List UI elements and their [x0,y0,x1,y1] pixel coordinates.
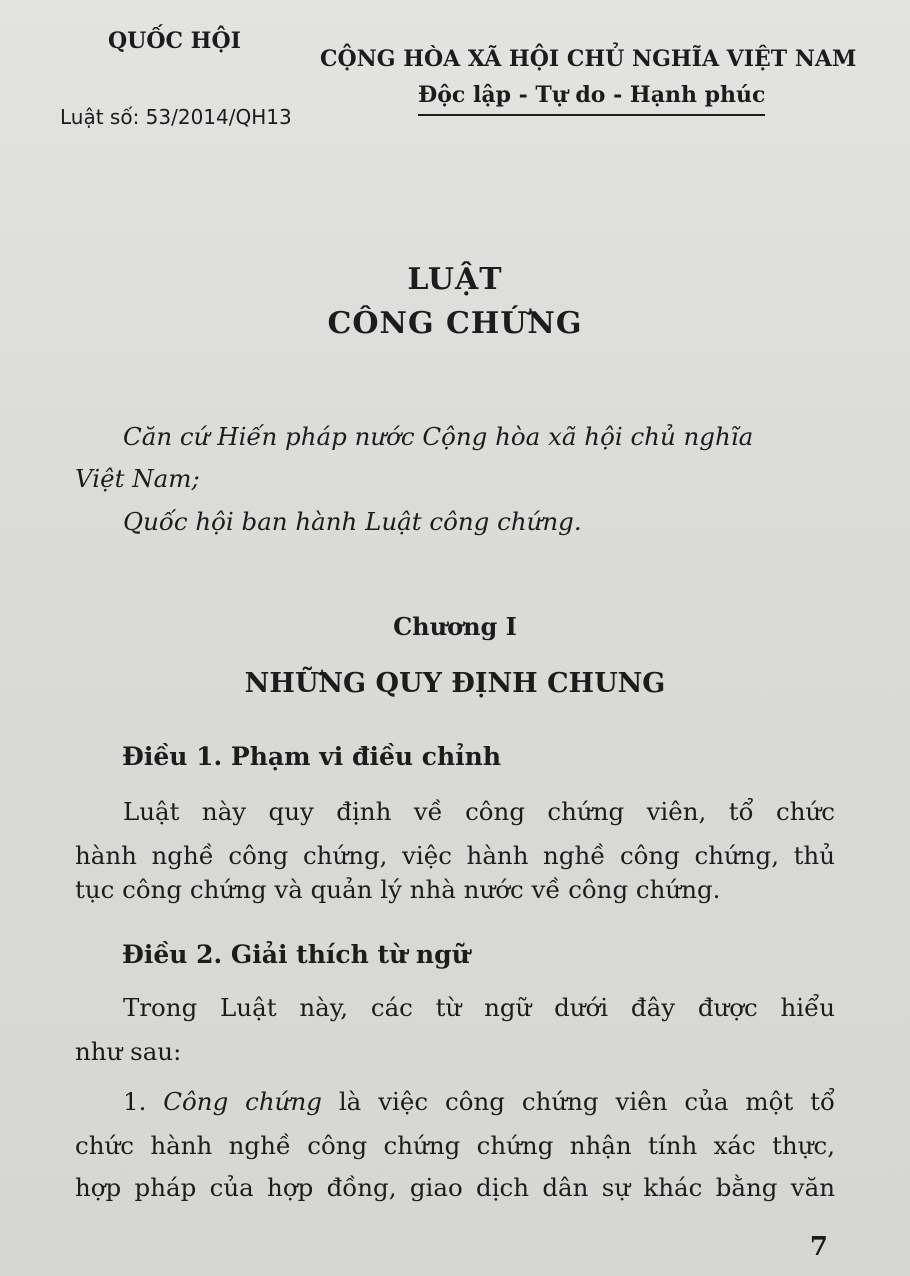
national-motto: Độc lập - Tự do - Hạnh phúc [418,82,765,116]
article-2-heading: Điều 2. Giải thích từ ngữ [122,940,470,969]
document-title: CÔNG CHỨNG [327,306,583,341]
article-2-clause-1-line-1: 1. Công chứng là việc công chứng viên của một tổ [123,1087,835,1116]
preamble-basis: Căn cứ Hiến pháp nước Cộng hòa xã hội chủ nghĩa Việt Nam; [75,422,754,493]
law-number: Luật số: 53/2014/QH13 [60,105,292,129]
article-2-line-2: như sau: [75,1037,182,1066]
article-1-heading: Điều 1. Phạm vi điều chỉnh [122,742,502,771]
show-through-text [90,130,97,174]
article-1-line-3: tục công chứng và quản lý nhà nước về công chứng. [75,875,721,904]
chapter-number: Chương I [393,612,517,641]
issuing-agency: QUỐC HỘI [108,28,241,54]
article-1-line-2: hành nghề công chứng, việc hành nghề công chứng, thủ [75,841,835,870]
chapter-title: NHỮNG QUY ĐỊNH CHUNG [244,668,666,699]
preamble-enactment: Quốc hội ban hành Luật công chứng. [123,507,582,536]
page-number: 7 [809,1232,828,1262]
article-2-clause-1-line-3: hợp pháp của hợp đồng, giao dịch dân sự khác bằng văn [75,1173,835,1202]
article-2-clause-1-line-2: chức hành nghề công chứng chứng nhận tính xác thực, [75,1131,835,1160]
document-type: LUẬT [407,262,503,297]
article-2-line-1: Trong Luật này, các từ ngữ dưới đây được hiểu [123,993,835,1022]
republic-name: CỘNG HÒA XÃ HỘI CHỦ NGHĨA VIỆT NAM [320,46,857,72]
article-1-line-1: Luật này quy định về công chứng viên, tổ chức [123,797,835,826]
